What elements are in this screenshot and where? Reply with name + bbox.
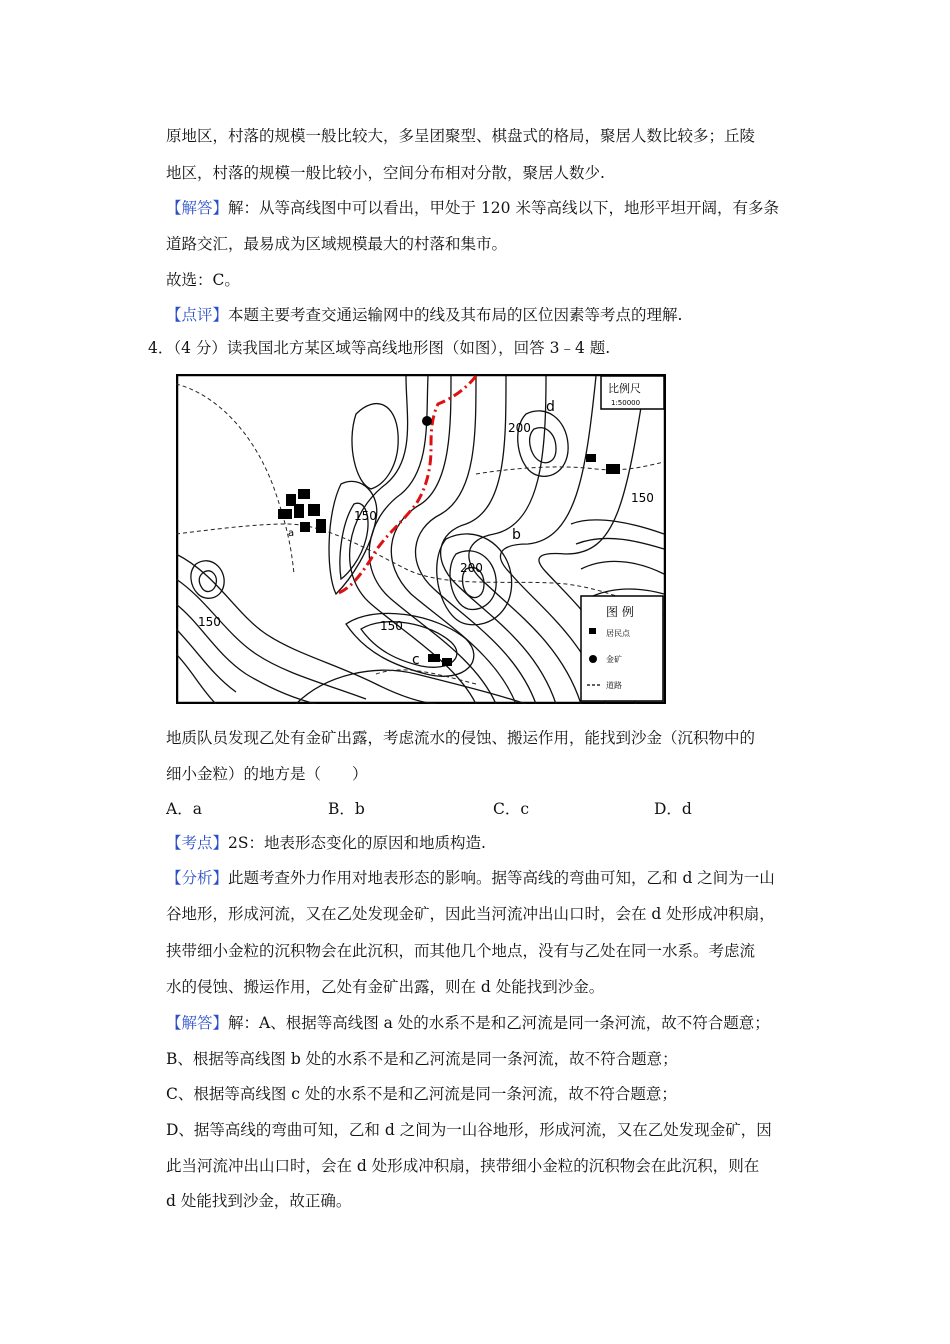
solution-tag: 【解答】: [166, 1014, 229, 1032]
text-line: 挟带细小金粒的沉积物会在此沉积，而其他几个地点，没有与乙处在同一水系。考虑流: [166, 942, 756, 960]
text-line: 地区，村落的规模一般比较小，空间分布相对分散，聚居人数少.: [166, 164, 605, 182]
analysis-text: 此题考查外力作用对地表形态的影响。据等高线的弯曲可知，乙和 d 之间为一山: [228, 869, 775, 887]
question-stem: 细小金粒）的地方是（ ）: [166, 765, 368, 783]
contour-label: 200: [508, 421, 531, 435]
solution-line: [166, 1013, 770, 1033]
settlement-symbol: [589, 628, 596, 634]
text-line: 此当河流冲出山口时，会在 d 处形成冲积扇，挟带细小金粒的沉积物会在此沉积，则在: [166, 1157, 760, 1175]
legend-item-road: 道路: [606, 681, 622, 690]
point-line: [166, 833, 486, 853]
option-b: B．b: [328, 800, 365, 818]
contour-label: 200: [460, 561, 483, 575]
contour-label: 150: [198, 615, 221, 629]
text-line: d 处能找到沙金，故正确。: [166, 1192, 352, 1210]
gold-mine-symbol: [589, 655, 597, 663]
text-line: 水的侵蚀、搬运作用，乙处有金矿出露，则在 d 处能找到沙金。: [166, 978, 605, 996]
point-label-c: c: [412, 652, 420, 668]
comment-tag: 【点评】: [166, 306, 229, 324]
solution-text: 解：A、根据等高线图 a 处的水系不是和乙河流是同一条河流，故不符合题意；: [228, 1014, 770, 1032]
option-c: C．c: [493, 800, 530, 818]
legend-item-settlement: 居民点: [606, 629, 630, 638]
text-line: C、根据等高线图 c 处的水系不是和乙河流是同一条河流，故不符合题意；: [166, 1085, 677, 1103]
point-label-b: b: [512, 527, 521, 543]
analysis-tag: 【分析】: [166, 869, 229, 887]
text-line: D、据等高线的弯曲可知，乙和 d 之间为一山谷地形，形成河流，又在乙处发现金矿，因: [166, 1121, 772, 1139]
scale-value: 1:50000: [611, 399, 641, 407]
contour-label: 150: [380, 619, 403, 633]
answer-line: [166, 198, 779, 218]
answer-text: 解：从等高线图中可以看出，甲处于 120 米等高线以下，地形平坦开阔，有多条: [228, 199, 779, 217]
question-header: 4．（4 分）读我国北方某区域等高线地形图（如图），回答 3﹣4 题.: [148, 339, 611, 357]
text-line: 原地区，村落的规模一般比较大，多呈团聚型、棋盘式的格局，聚居人数比较多；丘陵: [166, 127, 756, 145]
text-line: B、根据等高线图 b 处的水系不是和乙河流是同一条河流，故不符合题意；: [166, 1050, 678, 1068]
point-label-a: a: [288, 528, 295, 539]
text-line: 道路交汇，最易成为区域规模最大的村落和集市。: [166, 235, 508, 253]
legend-title: 图 例: [606, 605, 634, 619]
point-tag: 【考点】: [166, 834, 229, 852]
comment-text: 本题主要考查交通运输网中的线及其布局的区位因素等考点的理解.: [228, 306, 683, 324]
choice-line: 故选：C。: [166, 271, 240, 289]
scale-title: 比例尺: [608, 382, 641, 395]
question-stem: 地质队员发现乙处有金矿出露，考虑流水的侵蚀、搬运作用，能找到沙金（沉积物中的: [166, 729, 756, 747]
contour-label: 150: [631, 491, 654, 505]
option-d: D．d: [654, 800, 692, 818]
contour-label: 150: [354, 509, 377, 523]
contour-map: [176, 374, 666, 704]
point-label-d: d: [546, 399, 555, 415]
analysis-line: [166, 868, 775, 888]
answer-tag: 【解答】: [166, 199, 229, 217]
text-line: 谷地形，形成河流，又在乙处发现金矿，因此当河流冲出山口时，会在 d 处形成冲积扇，: [166, 905, 775, 923]
point-text: 2S：地表形态变化的原因和地质构造.: [228, 834, 486, 852]
option-a: A．a: [166, 800, 202, 818]
legend-item-gold: 金矿: [606, 655, 622, 664]
comment-line: [166, 305, 682, 325]
